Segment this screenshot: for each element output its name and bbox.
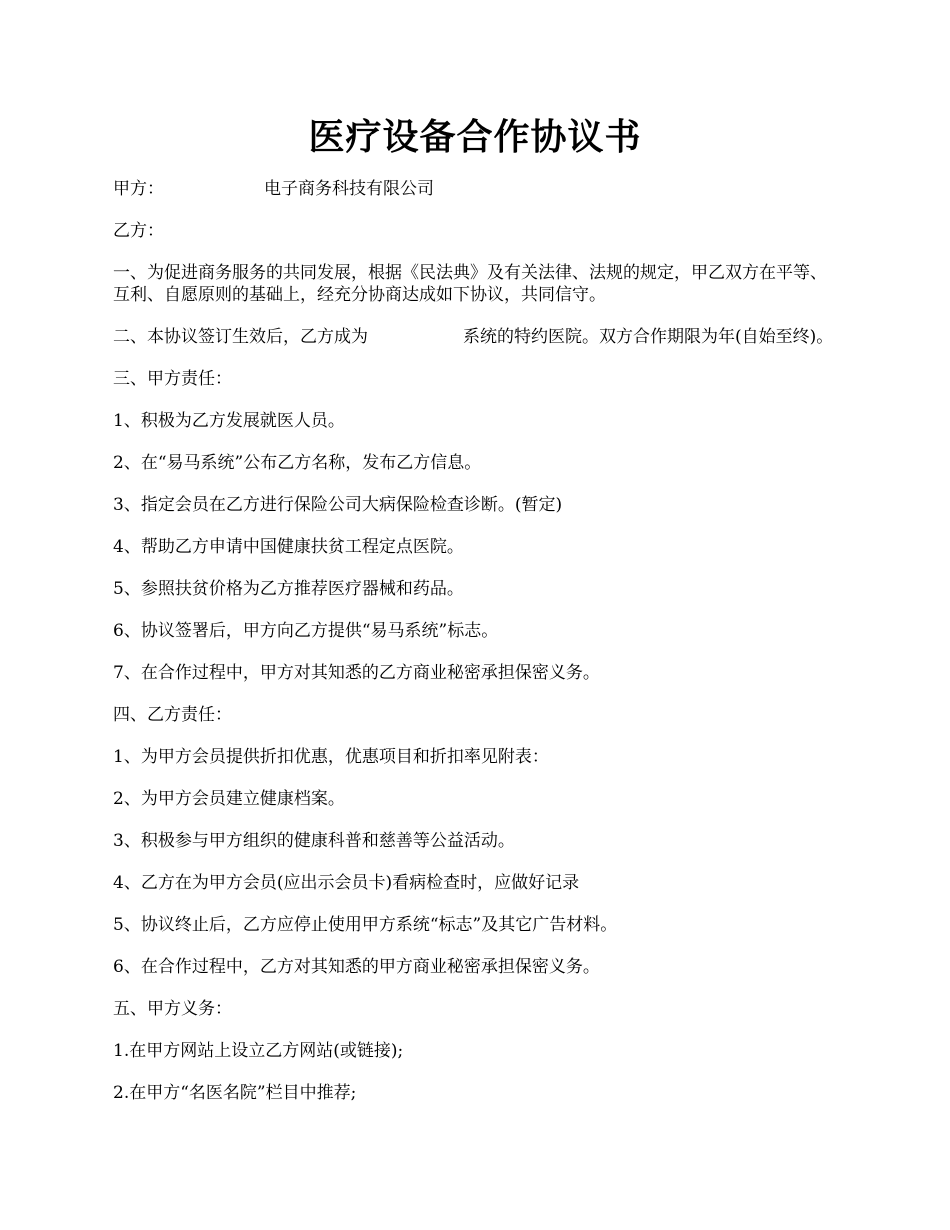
section-3-item: 2、在“易马系统”公布乙方名称，发布乙方信息。 [113,453,482,473]
section-5-heading: 五、甲方义务： [113,999,232,1019]
section-3-item: 4、帮助乙方申请中国健康扶贫工程定点医院。 [113,537,464,557]
section-4-heading: 四、乙方责任： [113,705,232,725]
section-4-item: 5、协议终止后，乙方应停止使用甲方系统“标志”及其它广告材料。 [113,915,618,935]
section-3-item: 5、参照扶贫价格为乙方推荐医疗器械和药品。 [113,579,464,599]
section-4-item: 1、为甲方会员提供折扣优惠，优惠项目和折扣率见附表： [113,747,549,767]
party-a-line [113,178,843,200]
section-4-item: 2、为甲方会员建立健康档案。 [113,789,345,809]
party-a-value: 电子商务科技有限公司 [264,179,434,199]
section-5-item: 1.在甲方网站上设立乙方网站(或链接); [113,1041,404,1061]
clause-1: 一、为促进商务服务的共同发展，根据《民法典》及有关法律、法规的规定，甲乙双方在平等、互利、自愿原则的基础上，经充分协商达成如下协议，共同信守。 [113,263,827,305]
clause-2-after: 系统的特约医院。双方合作期限为年(自始至终)。 [463,327,834,347]
section-4-item: 3、积极参与甲方组织的健康科普和慈善等公益活动。 [113,831,515,851]
section-5-item: 2.在甲方“名医名院”栏目中推荐; [113,1083,357,1103]
section-3-item: 6、协议签署后，甲方向乙方提供“易马系统”标志。 [113,621,499,641]
section-3-item: 1、积极为乙方发展就医人员。 [113,411,345,431]
section-3-heading: 三、甲方责任： [113,369,232,389]
section-3-item: 7、在合作过程中，甲方对其知悉的乙方商业秘密承担保密义务。 [113,663,600,683]
section-4-item: 6、在合作过程中，乙方对其知悉的甲方商业秘密承担保密义务。 [113,957,600,977]
section-4-item: 4、乙方在为甲方会员(应出示会员卡)看病检查时，应做好记录 [113,873,580,893]
clause-2 [113,326,843,348]
party-a-label: 甲方： [113,179,164,199]
party-b-label: 乙方： [113,221,164,241]
section-3-item: 3、指定会员在乙方进行保险公司大病保险检查诊断。(暂定) [113,495,563,515]
document-body [113,178,843,1124]
clause-2-before: 二、本协议签订生效后，乙方成为 [113,327,368,347]
party-b-line [113,220,843,242]
document-title: 医疗设备合作协议书 [308,116,642,158]
